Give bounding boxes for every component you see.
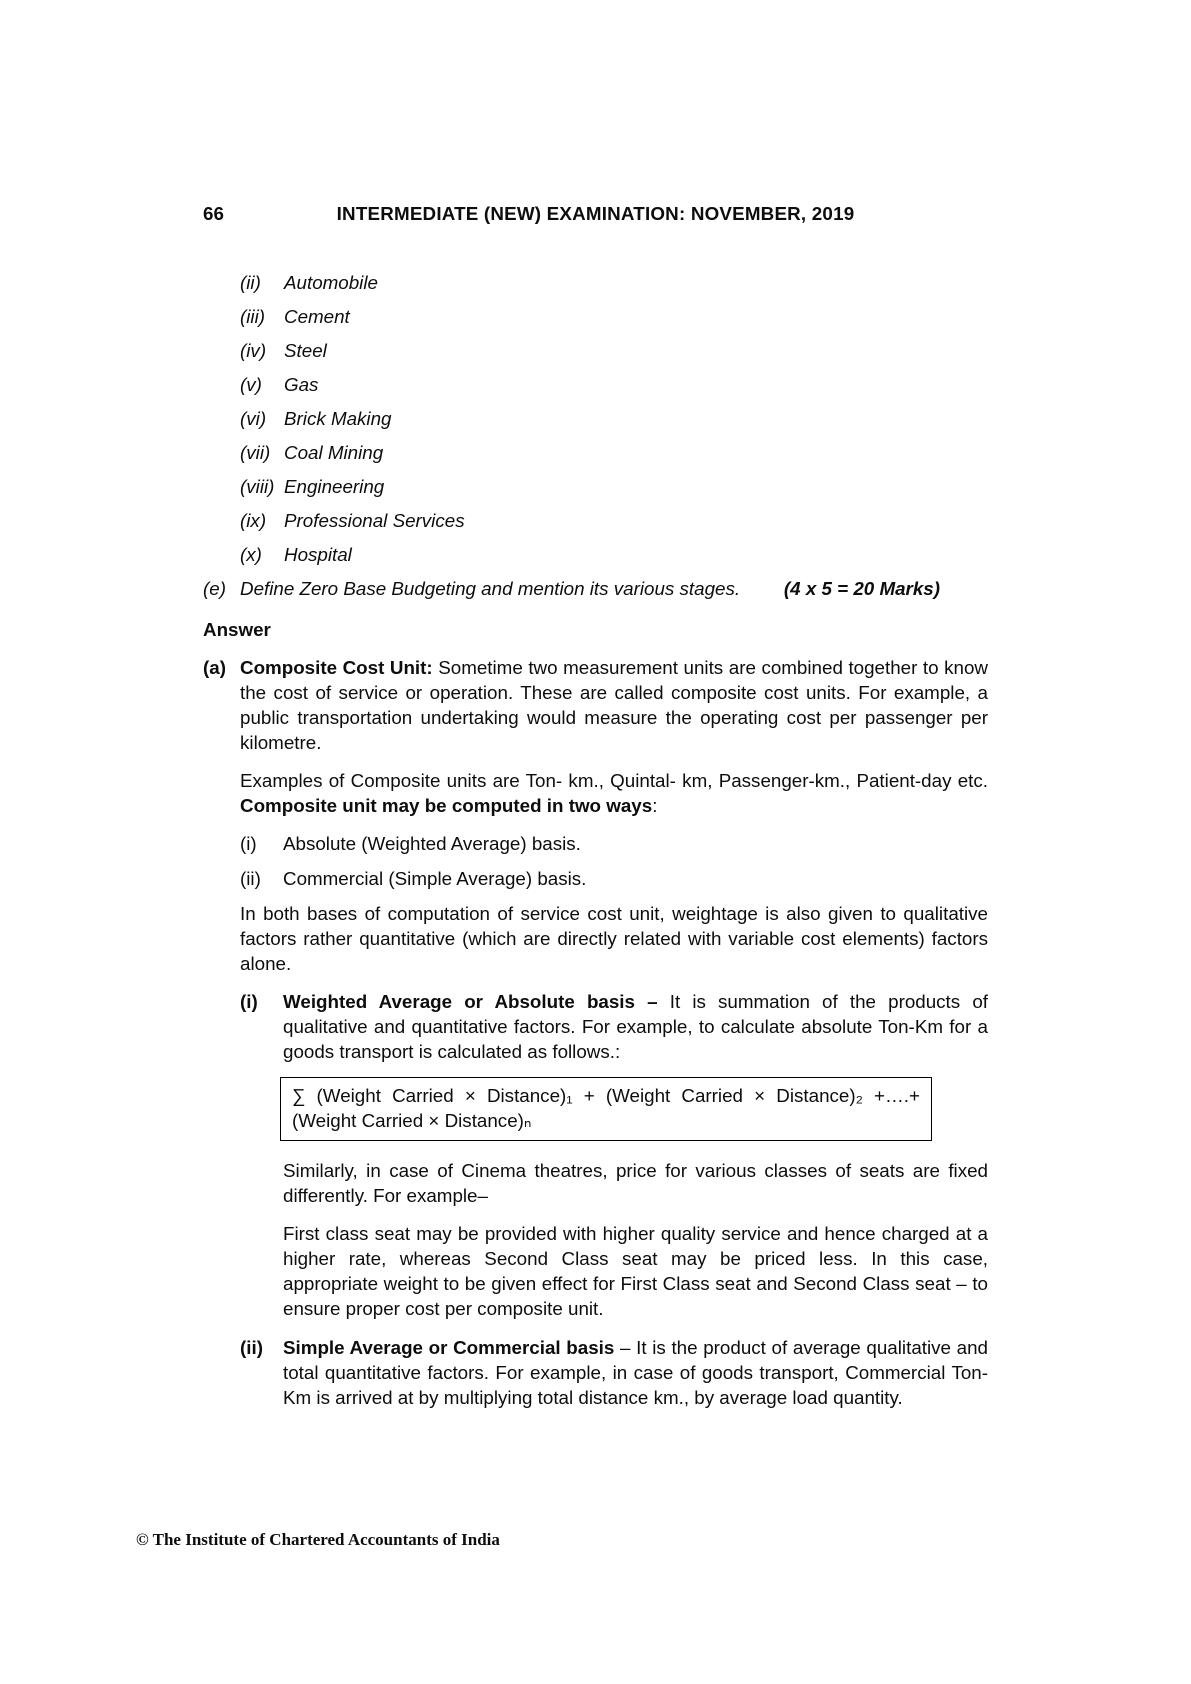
- list-item: [240, 474, 988, 499]
- list-item: [240, 831, 988, 856]
- list-item-number: (i): [240, 833, 257, 854]
- list-item: [240, 406, 988, 431]
- list-item-number: (ii): [240, 272, 261, 293]
- paragraph-text: – It is the product of average qualitative and total quantitative factors. For example, in case of goods transport, Commercial Ton-Km is arrived at by multiplying total distance km., by average load quantity.: [283, 1337, 988, 1408]
- formula-box: ∑ (Weight Carried × Distance)₁ + (Weight Carried × Distance)₂ +….+ (Weight Carried × Distance)ₙ: [280, 1077, 932, 1141]
- copyright-footer: © The Institute of Chartered Accountants of India: [136, 1530, 500, 1549]
- bold-lead: Simple Average or Commercial basis: [283, 1337, 615, 1358]
- paragraph-text: Sometime two measurement units are combined together to know the cost of service or operation. These are called composite cost units. For example, a public transportation undertaking would measure the operating cost per passenger per kilometre.: [240, 657, 988, 753]
- paragraph: [240, 768, 988, 818]
- list-item: [240, 440, 988, 465]
- answer-part-a: [203, 655, 988, 1423]
- part-body: [240, 655, 988, 1423]
- list-item-label: Gas: [284, 374, 319, 395]
- sub-item-number: (ii): [240, 1337, 263, 1358]
- answer-heading: Answer: [203, 619, 271, 640]
- list-item: [240, 542, 988, 567]
- list-item: [240, 338, 988, 363]
- paragraph: [283, 1335, 988, 1410]
- sub-item-body: [283, 1335, 988, 1423]
- industry-list: [240, 270, 988, 567]
- list-item-label: Coal Mining: [284, 442, 384, 463]
- list-item: [240, 866, 988, 891]
- paragraph: In both bases of computation of service cost unit, weightage is also given to qualitative factors rather quantitative (which are directly related with variable cost elements) factors alone.: [240, 903, 988, 974]
- list-item-label: Steel: [284, 340, 327, 361]
- paragraph: [283, 989, 988, 1064]
- paragraph: [240, 655, 988, 755]
- list-item-number: (viii): [240, 476, 275, 497]
- question-number: (e): [203, 578, 226, 599]
- list-item-label: Professional Services: [284, 510, 465, 531]
- list-item: [240, 372, 988, 397]
- list-item-label: Commercial (Simple Average) basis.: [283, 868, 587, 889]
- sub-item-simple-average: [240, 1335, 988, 1423]
- paragraph: Similarly, in case of Cinema theatres, price for various classes of seats are fixed differently. For example–: [283, 1160, 988, 1206]
- list-item-number: (vi): [240, 408, 267, 429]
- list-item-label: Cement: [284, 306, 350, 327]
- list-item-number: (v): [240, 374, 262, 395]
- part-number: (a): [203, 657, 226, 678]
- list-item-label: Brick Making: [284, 408, 392, 429]
- paragraph-text: It is summation of the products of qualitative and quantitative factors. For example, to calculate absolute Ton-Km for a goods transport is calculated as follows.:: [283, 991, 988, 1062]
- list-item-label: Absolute (Weighted Average) basis.: [283, 833, 581, 854]
- bases-list: [240, 831, 988, 891]
- list-item-number: (iii): [240, 306, 266, 327]
- list-item: [240, 304, 988, 329]
- sub-item-body: [283, 989, 988, 1334]
- question-marks: (4 x 5 = 20 Marks): [783, 578, 940, 599]
- list-item-number: (ii): [240, 868, 261, 889]
- list-item: [240, 270, 988, 295]
- sub-item-weighted-average: [240, 989, 988, 1334]
- paragraph-text: Examples of Composite units are Ton- km., Quintal- km, Passenger-km., Patient-day etc.: [240, 770, 988, 791]
- paragraph: First class seat may be provided with higher quality service and hence charged at a higher rate, whereas Second Class seat may be priced less. In this case, appropriate weight to be given effect for First Class seat and Second Class seat – to ensure proper cost per composite unit.: [283, 1223, 988, 1319]
- question-e: [203, 576, 988, 601]
- page-content: [203, 201, 988, 1423]
- list-item-number: (vii): [240, 442, 271, 463]
- paragraph-text: :: [652, 795, 658, 816]
- bold-phrase: Composite unit may be computed in two ways: [240, 795, 653, 816]
- list-item-number: (x): [240, 544, 262, 565]
- list-item-label: Hospital: [284, 544, 352, 565]
- page-header: [203, 201, 988, 226]
- page-number: 66: [203, 203, 224, 224]
- list-item: [240, 508, 988, 533]
- header-title: INTERMEDIATE (NEW) EXAMINATION: NOVEMBER, 2019: [336, 203, 855, 224]
- bold-lead: Composite Cost Unit:: [240, 657, 433, 678]
- bold-lead: Weighted Average or Absolute basis –: [283, 991, 670, 1012]
- list-item-number: (iv): [240, 340, 267, 361]
- list-item-label: Engineering: [284, 476, 385, 497]
- list-item-number: (ix): [240, 510, 267, 531]
- question-text: Define Zero Base Budgeting and mention its various stages.: [240, 578, 741, 599]
- sub-item-number: (i): [240, 991, 258, 1012]
- list-item-label: Automobile: [284, 272, 378, 293]
